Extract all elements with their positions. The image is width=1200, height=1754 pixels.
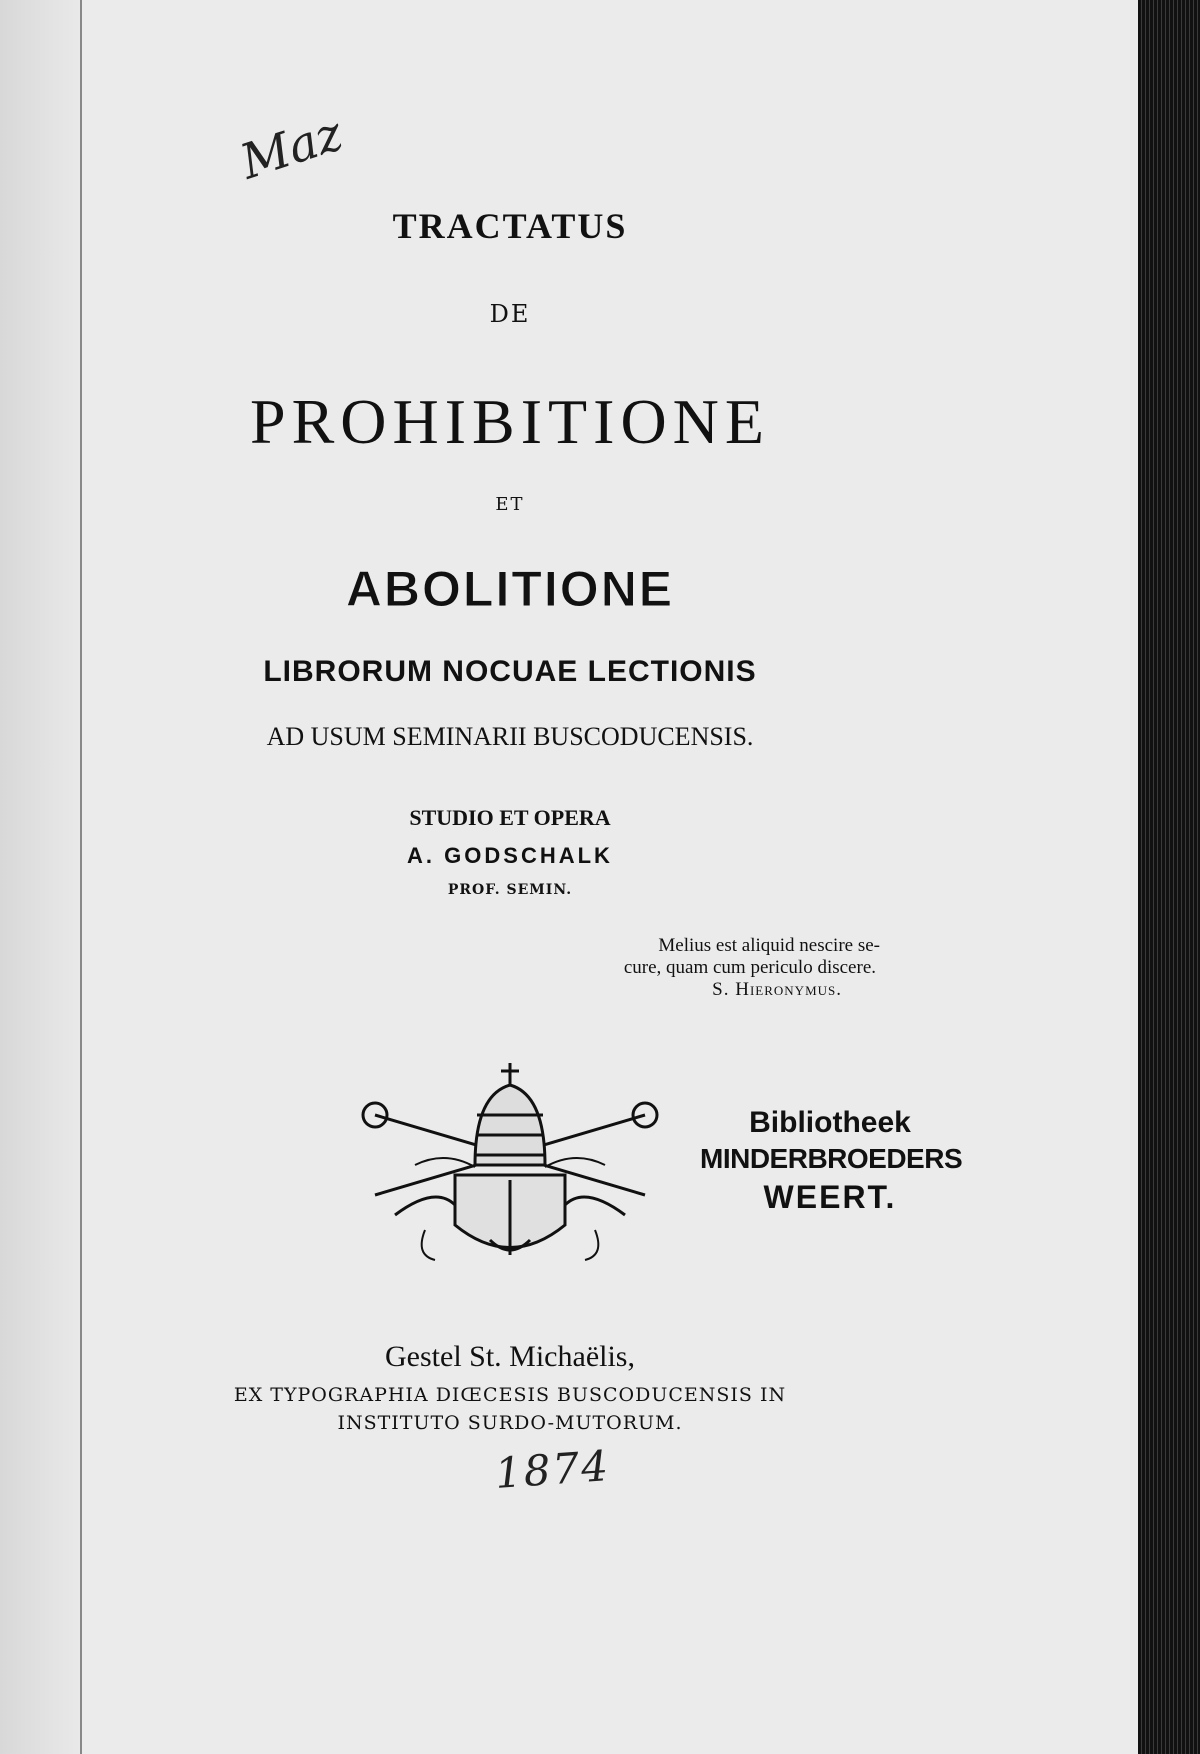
title-de: DE xyxy=(489,300,531,328)
stamp-line-3: WEERT. xyxy=(763,1179,897,1215)
library-stamp xyxy=(700,1105,963,1217)
stamp-line-1: Bibliotheek xyxy=(749,1106,911,1139)
stamp-line-2: MINDERBROEDERS xyxy=(700,1143,963,1174)
handwritten-year: 1874 xyxy=(493,1441,612,1498)
epigraph-attribution: S. Hieronymus. xyxy=(712,979,842,1000)
subtitle-librorum: LIBRORUM NOCUAE LECTIONIS xyxy=(263,655,757,688)
epigraph-line-2: cure, quam cum periculo discere. xyxy=(623,957,876,978)
author-name: A. GODSCHALK xyxy=(407,843,613,868)
handwritten-note: Maz xyxy=(233,105,350,191)
subtitle-usum: AD USUM SEMINARII BUSCODUCENSIS. xyxy=(266,722,754,751)
title-tractatus: TRACTATUS xyxy=(392,206,628,246)
author-role: PROF. SEMIN. xyxy=(447,882,573,898)
imprint-institute: INSTITUTO SURDO-MUTORUM. xyxy=(337,1412,683,1434)
author-studio: STUDIO ET OPERA xyxy=(409,805,611,830)
title-prohibitione: PROHIBITIONE xyxy=(250,386,770,457)
page-gutter xyxy=(0,0,82,1754)
title-et: ET xyxy=(495,494,525,515)
imprint-printer: EX TYPOGRAPHIA DIŒCESIS BUSCODUCENSIS IN xyxy=(233,1384,787,1406)
epigraph-line-1: Melius est aliquid nescire se- xyxy=(658,935,880,956)
epigraph xyxy=(560,935,880,1001)
title-abolitione: ABOLITIONE xyxy=(345,561,675,617)
imprint-place: Gestel St. Michaëlis, xyxy=(385,1340,635,1373)
book-page-edges xyxy=(1138,0,1200,1754)
papal-emblem-icon xyxy=(355,1055,665,1275)
